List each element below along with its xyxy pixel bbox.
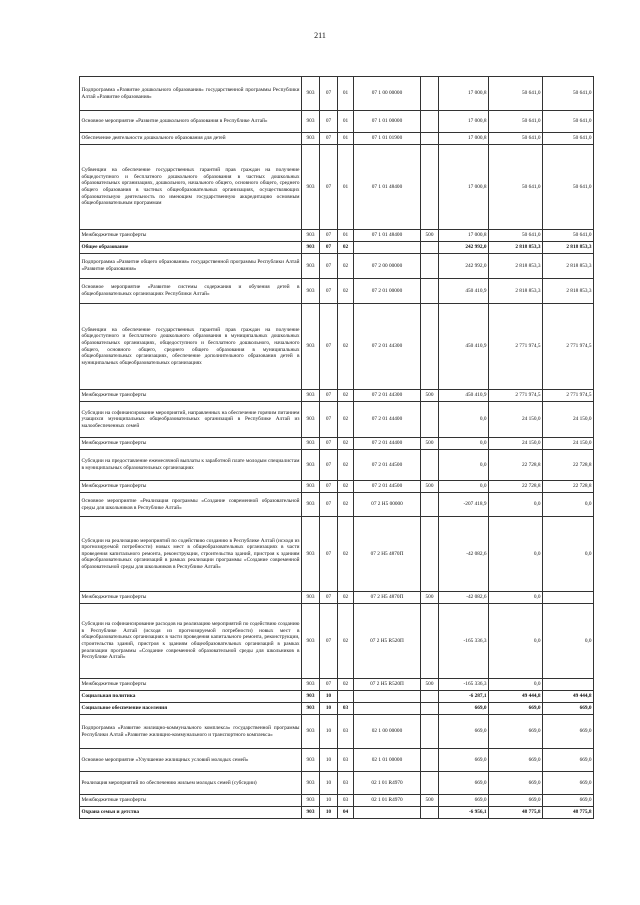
cell-ved: 903 xyxy=(302,715,320,749)
cell-amount-1: 17 000,8 xyxy=(439,133,489,145)
cell-subsection: 03 xyxy=(338,749,354,772)
cell-amount-1: -207 418,9 xyxy=(439,493,489,517)
cell-expense-type xyxy=(421,242,439,254)
cell-ved: 903 xyxy=(302,604,320,679)
table-row xyxy=(80,279,594,304)
table-row xyxy=(80,304,594,390)
cell-target-article: 07 2 01 44300 xyxy=(354,390,421,402)
cell-ved: 903 xyxy=(302,795,320,807)
cell-section: 07 xyxy=(320,517,338,592)
cell-amount-2: 2 818 853,3 xyxy=(489,279,543,304)
table-row xyxy=(80,145,594,230)
row-name: Межбюджетные трансферты xyxy=(80,592,302,604)
table-row xyxy=(80,390,594,402)
cell-target-article: 07 1 01 48400 xyxy=(354,145,421,230)
cell-target-article: 07 2 01 44400 xyxy=(354,402,421,438)
cell-subsection: 02 xyxy=(338,242,354,254)
row-name: Основное мероприятие «Реализация программы «Создание современной образовательной среды для школьников в Республике Алтай» xyxy=(80,493,302,517)
cell-amount-1: 669,0 xyxy=(439,715,489,749)
cell-ved: 903 xyxy=(302,481,320,493)
cell-amount-1: -6 956,1 xyxy=(439,807,489,819)
cell-amount-1: 450 410,9 xyxy=(439,390,489,402)
cell-amount-1: 669,0 xyxy=(439,795,489,807)
cell-ved: 903 xyxy=(302,254,320,279)
cell-expense-type xyxy=(421,133,439,145)
cell-target-article: 07 1 01 00000 xyxy=(354,111,421,133)
row-name: Субсидии на реализацию мероприятий по содействию созданию в Республике Алтай (исходя из прогнозируемой потребности) новых мест в общеобразовательных организациях в части проведения капитального ремонта, реконструкции, строительства зданий, пристроя к зданиям общеобразовательных организаций в рамках реализации программы «Создание современной образовательной среды для школьников в Республике Алтай» xyxy=(80,517,302,592)
cell-amount-1: 669,0 xyxy=(439,703,489,715)
row-name: Межбюджетные трансферты xyxy=(80,795,302,807)
cell-section: 10 xyxy=(320,807,338,819)
cell-amount-2: 50 641,0 xyxy=(489,230,543,242)
cell-amount-1: 17 000,8 xyxy=(439,77,489,111)
cell-subsection: 03 xyxy=(338,703,354,715)
table-row xyxy=(80,807,594,819)
cell-amount-2: 669,0 xyxy=(489,749,543,772)
cell-amount-1: 17 000,8 xyxy=(439,230,489,242)
cell-expense-type: 500 xyxy=(421,230,439,242)
cell-subsection: 01 xyxy=(338,77,354,111)
cell-amount-3: 2 818 853,3 xyxy=(543,254,594,279)
cell-expense-type xyxy=(421,145,439,230)
cell-amount-1: -165 336,3 xyxy=(439,604,489,679)
cell-amount-2: 669,0 xyxy=(489,715,543,749)
cell-ved: 903 xyxy=(302,402,320,438)
cell-amount-2: 669,0 xyxy=(489,772,543,795)
cell-expense-type: 500 xyxy=(421,438,439,450)
cell-amount-1: 17 000,8 xyxy=(439,145,489,230)
cell-amount-1: 0,0 xyxy=(439,438,489,450)
cell-amount-3: 22 728,8 xyxy=(543,450,594,481)
cell-amount-1: -165 336,3 xyxy=(439,679,489,691)
cell-target-article: 02 1 00 00000 xyxy=(354,715,421,749)
cell-target-article: 02 1 01 00000 xyxy=(354,749,421,772)
cell-amount-3: 50 641,0 xyxy=(543,77,594,111)
row-name: Основное мероприятие «Улучшение жилищных условий молодых семей» xyxy=(80,749,302,772)
cell-section: 07 xyxy=(320,402,338,438)
cell-amount-2: 0,0 xyxy=(489,592,543,604)
cell-subsection: 02 xyxy=(338,450,354,481)
cell-expense-type xyxy=(421,254,439,279)
cell-ved: 903 xyxy=(302,703,320,715)
cell-expense-type xyxy=(421,703,439,715)
cell-amount-3: 669,0 xyxy=(543,772,594,795)
cell-ved: 903 xyxy=(302,691,320,703)
row-name: Реализация мероприятий по обеспечению жильем молодых семей (субсидии) xyxy=(80,772,302,795)
cell-ved: 903 xyxy=(302,77,320,111)
table-row xyxy=(80,254,594,279)
cell-target-article: 02 1 01 R4970 xyxy=(354,795,421,807)
cell-amount-1: 0,0 xyxy=(439,402,489,438)
cell-amount-2: 2 771 974,5 xyxy=(489,390,543,402)
cell-expense-type xyxy=(421,77,439,111)
cell-section: 07 xyxy=(320,230,338,242)
cell-amount-3 xyxy=(543,592,594,604)
cell-ved: 903 xyxy=(302,679,320,691)
cell-section: 10 xyxy=(320,691,338,703)
cell-amount-3: 50 641,0 xyxy=(543,111,594,133)
page-number: 211 xyxy=(314,31,326,40)
row-name: Межбюджетные трансферты xyxy=(80,390,302,402)
row-name: Субвенции на обеспечение государственных гарантий прав граждан на получение общедоступного и бесплатного дошкольного образования в муниципальных дошкольных образовательных организациях, общедоступного и бесплатного дошкольного, начального общего, основного общего, среднего общего образования в муниципальных общеобразовательных организациях, обеспечение дополнительного образования детей в муниципальных общеобразовательных организациях xyxy=(80,304,302,390)
cell-target-article xyxy=(354,242,421,254)
cell-section: 10 xyxy=(320,715,338,749)
cell-subsection xyxy=(338,691,354,703)
cell-section: 10 xyxy=(320,772,338,795)
cell-amount-2: 50 641,0 xyxy=(489,111,543,133)
cell-subsection: 04 xyxy=(338,807,354,819)
cell-subsection: 02 xyxy=(338,254,354,279)
cell-expense-type xyxy=(421,402,439,438)
cell-ved: 903 xyxy=(302,242,320,254)
cell-target-article xyxy=(354,807,421,819)
cell-expense-type xyxy=(421,304,439,390)
table-row xyxy=(80,438,594,450)
row-name: Подпрограмма «Развитие жилищно-коммунального комплекса» государственной программы Республики Алтай «Развитие жилищно-коммунального и транспортного комплекса» xyxy=(80,715,302,749)
cell-amount-1: 450 410,9 xyxy=(439,304,489,390)
cell-ved: 903 xyxy=(302,133,320,145)
cell-subsection: 01 xyxy=(338,133,354,145)
cell-amount-3: 2 771 974,5 xyxy=(543,390,594,402)
cell-ved: 903 xyxy=(302,493,320,517)
cell-amount-3: 669,0 xyxy=(543,715,594,749)
cell-target-article xyxy=(354,703,421,715)
cell-target-article: 07 1 01 48400 xyxy=(354,230,421,242)
cell-expense-type xyxy=(421,111,439,133)
cell-ved: 903 xyxy=(302,390,320,402)
cell-subsection: 02 xyxy=(338,517,354,592)
row-name: Охрана семьи и детства xyxy=(80,807,302,819)
table-row xyxy=(80,493,594,517)
cell-target-article: 07 2 01 00000 xyxy=(354,279,421,304)
cell-amount-2: 22 728,8 xyxy=(489,450,543,481)
cell-amount-2: 0,0 xyxy=(489,604,543,679)
cell-section: 07 xyxy=(320,450,338,481)
row-name: Межбюджетные трансферты xyxy=(80,679,302,691)
cell-amount-3: 0,0 xyxy=(543,517,594,592)
cell-target-article: 07 2 Н5 R520П xyxy=(354,604,421,679)
cell-section: 10 xyxy=(320,703,338,715)
cell-amount-3: 2 818 853,3 xyxy=(543,242,594,254)
cell-amount-3: 50 641,0 xyxy=(543,133,594,145)
cell-target-article: 07 1 00 00000 xyxy=(354,77,421,111)
cell-amount-3: 49 444,8 xyxy=(543,691,594,703)
table-row xyxy=(80,450,594,481)
cell-section: 07 xyxy=(320,438,338,450)
row-name: Межбюджетные трансферты xyxy=(80,481,302,493)
cell-target-article: 07 1 01 01900 xyxy=(354,133,421,145)
cell-expense-type xyxy=(421,493,439,517)
cell-amount-3: 50 641,0 xyxy=(543,230,594,242)
cell-amount-2: 24 150,0 xyxy=(489,438,543,450)
cell-expense-type xyxy=(421,517,439,592)
cell-amount-1: -42 082,6 xyxy=(439,592,489,604)
cell-expense-type xyxy=(421,715,439,749)
cell-amount-1: 17 000,8 xyxy=(439,111,489,133)
cell-ved: 903 xyxy=(302,592,320,604)
table-row xyxy=(80,749,594,772)
cell-amount-2: 2 818 853,3 xyxy=(489,254,543,279)
cell-ved: 903 xyxy=(302,517,320,592)
cell-ved: 903 xyxy=(302,438,320,450)
cell-target-article: 07 2 01 44300 xyxy=(354,304,421,390)
cell-target-article: 07 2 01 44500 xyxy=(354,450,421,481)
cell-subsection: 01 xyxy=(338,145,354,230)
table-body xyxy=(80,77,594,819)
cell-amount-3: 0,0 xyxy=(543,493,594,517)
cell-subsection: 02 xyxy=(338,493,354,517)
table-row xyxy=(80,481,594,493)
cell-subsection: 03 xyxy=(338,772,354,795)
cell-section: 07 xyxy=(320,111,338,133)
cell-expense-type xyxy=(421,604,439,679)
cell-expense-type: 500 xyxy=(421,679,439,691)
cell-amount-3: 2 818 853,3 xyxy=(543,279,594,304)
cell-subsection: 02 xyxy=(338,390,354,402)
cell-ved: 903 xyxy=(302,749,320,772)
cell-amount-3: 48 775,8 xyxy=(543,807,594,819)
cell-amount-3: 24 150,0 xyxy=(543,438,594,450)
cell-expense-type: 500 xyxy=(421,481,439,493)
row-name: Субсидии на предоставление ежемесячной выплаты к заработной плате молодым специалистам в муниципальных образовательных организациях xyxy=(80,450,302,481)
table-row xyxy=(80,703,594,715)
cell-amount-2: 48 775,8 xyxy=(489,807,543,819)
row-name: Общее образование xyxy=(80,242,302,254)
cell-amount-3: 50 641,0 xyxy=(543,145,594,230)
cell-ved: 903 xyxy=(302,145,320,230)
cell-amount-1: 450 410,9 xyxy=(439,279,489,304)
cell-target-article: 02 1 01 R4970 xyxy=(354,772,421,795)
cell-amount-1: 242 992,0 xyxy=(439,254,489,279)
cell-section: 07 xyxy=(320,133,338,145)
table-row xyxy=(80,604,594,679)
cell-subsection: 03 xyxy=(338,715,354,749)
table-row xyxy=(80,111,594,133)
cell-amount-1: -42 082,6 xyxy=(439,517,489,592)
row-name: Основное мероприятие «Развитие системы содержания и обучения детей в общеобразовательных организациях Республики Алтай» xyxy=(80,279,302,304)
cell-amount-3: 24 150,0 xyxy=(543,402,594,438)
cell-ved: 903 xyxy=(302,450,320,481)
cell-amount-1: 0,0 xyxy=(439,450,489,481)
cell-amount-2: 49 444,8 xyxy=(489,691,543,703)
cell-expense-type xyxy=(421,807,439,819)
row-name: Обеспечение деятельности дошкольного образования для детей xyxy=(80,133,302,145)
table-row xyxy=(80,795,594,807)
table-row xyxy=(80,691,594,703)
cell-subsection: 01 xyxy=(338,230,354,242)
cell-expense-type: 500 xyxy=(421,592,439,604)
cell-section: 07 xyxy=(320,145,338,230)
row-name: Подпрограмма «Развитие общего образования» государственной программы Республики Алтай «Развитие образования» xyxy=(80,254,302,279)
cell-amount-2: 0,0 xyxy=(489,493,543,517)
cell-amount-2: 50 641,0 xyxy=(489,77,543,111)
table-row xyxy=(80,230,594,242)
cell-ved: 903 xyxy=(302,807,320,819)
cell-subsection: 02 xyxy=(338,402,354,438)
cell-target-article: 07 2 Н5 4870П xyxy=(354,517,421,592)
cell-target-article: 07 2 Н5 00000 xyxy=(354,493,421,517)
cell-ved: 903 xyxy=(302,111,320,133)
cell-amount-3: 0,0 xyxy=(543,604,594,679)
cell-amount-1: 669,0 xyxy=(439,749,489,772)
cell-subsection: 02 xyxy=(338,679,354,691)
cell-amount-2: 50 641,0 xyxy=(489,145,543,230)
cell-ved: 903 xyxy=(302,279,320,304)
cell-expense-type xyxy=(421,691,439,703)
cell-amount-3: 669,0 xyxy=(543,749,594,772)
cell-amount-3: 2 771 974,5 xyxy=(543,304,594,390)
table-row xyxy=(80,133,594,145)
cell-subsection: 01 xyxy=(338,111,354,133)
cell-target-article: 07 2 Н5 4870П xyxy=(354,592,421,604)
cell-amount-2: 22 728,8 xyxy=(489,481,543,493)
cell-amount-3: 669,0 xyxy=(543,795,594,807)
cell-subsection: 02 xyxy=(338,438,354,450)
cell-section: 07 xyxy=(320,279,338,304)
cell-expense-type: 500 xyxy=(421,390,439,402)
row-name: Межбюджетные трансферты xyxy=(80,230,302,242)
cell-subsection: 02 xyxy=(338,592,354,604)
cell-ved: 903 xyxy=(302,230,320,242)
table-row xyxy=(80,772,594,795)
cell-amount-3 xyxy=(543,679,594,691)
cell-amount-1: 0,0 xyxy=(439,481,489,493)
cell-amount-3: 22 728,8 xyxy=(543,481,594,493)
row-name: Субсидии на софинансирование расходов на реализацию мероприятий по содействию созданию в Республике Алтай (исходя из прогнозируемой потребности) новых мест в общеобразовательных организациях в части проведения капитального ремонта, реконструкции, строительства зданий, пристроя к зданиям общеобразовательных организаций в рамках реализации программы «Создание современной образовательной среды для школьников в Республике Алтай» xyxy=(80,604,302,679)
row-name: Подпрограмма «Развитие дошкольного образования» государственной программы Республики Алтай «Развитие образования» xyxy=(80,77,302,111)
cell-expense-type xyxy=(421,772,439,795)
cell-amount-2: 0,0 xyxy=(489,517,543,592)
cell-amount-2: 669,0 xyxy=(489,703,543,715)
cell-section: 07 xyxy=(320,77,338,111)
cell-subsection: 02 xyxy=(338,279,354,304)
cell-section: 07 xyxy=(320,254,338,279)
row-name: Социальная политика xyxy=(80,691,302,703)
row-name: Основное мероприятие «Развитие дошкольного образования в Республике Алтай» xyxy=(80,111,302,133)
cell-section: 10 xyxy=(320,795,338,807)
cell-expense-type xyxy=(421,279,439,304)
cell-section: 07 xyxy=(320,592,338,604)
table-row xyxy=(80,679,594,691)
cell-ved: 903 xyxy=(302,304,320,390)
cell-section: 07 xyxy=(320,390,338,402)
cell-subsection: 03 xyxy=(338,795,354,807)
cell-target-article: 07 2 Н5 R520П xyxy=(354,679,421,691)
cell-amount-1: 669,0 xyxy=(439,772,489,795)
cell-target-article xyxy=(354,691,421,703)
cell-section: 07 xyxy=(320,493,338,517)
table-row xyxy=(80,715,594,749)
table-row xyxy=(80,242,594,254)
cell-amount-2: 24 150,0 xyxy=(489,402,543,438)
cell-amount-2: 669,0 xyxy=(489,795,543,807)
cell-expense-type xyxy=(421,450,439,481)
cell-amount-2: 50 641,0 xyxy=(489,133,543,145)
cell-target-article: 07 2 01 44500 xyxy=(354,481,421,493)
cell-subsection: 02 xyxy=(338,481,354,493)
cell-target-article: 07 2 00 00000 xyxy=(354,254,421,279)
cell-target-article: 07 2 01 44400 xyxy=(354,438,421,450)
row-name: Субвенции на обеспечение государственных гарантий прав граждан на получение общедоступного и бесплатного дошкольного образования в частных дошкольных образовательных организациях, дошкольного, начального общего, основного общего, среднего общего образования в частных общеобразовательных организациях, осуществляющих образовательную деятельность по имеющим государственную аккредитацию основным общеобразовательным программам xyxy=(80,145,302,230)
cell-section: 07 xyxy=(320,304,338,390)
table-row xyxy=(80,517,594,592)
row-name: Социальное обеспечение населения xyxy=(80,703,302,715)
cell-subsection: 02 xyxy=(338,304,354,390)
row-name: Субсидии на софинансирование мероприятий, направленных на обеспечение горячим питанием учащихся муниципальных общеобразовательных организаций в Республике Алтай из малообеспеченных семей xyxy=(80,402,302,438)
cell-amount-3: 669,0 xyxy=(543,703,594,715)
cell-section: 10 xyxy=(320,749,338,772)
cell-section: 07 xyxy=(320,481,338,493)
table-row xyxy=(80,402,594,438)
table-row xyxy=(80,77,594,111)
cell-section: 07 xyxy=(320,679,338,691)
cell-amount-1: 242 992,0 xyxy=(439,242,489,254)
cell-expense-type xyxy=(421,749,439,772)
row-name: Межбюджетные трансферты xyxy=(80,438,302,450)
cell-ved: 903 xyxy=(302,772,320,795)
cell-amount-2: 2 818 853,3 xyxy=(489,242,543,254)
cell-section: 07 xyxy=(320,604,338,679)
cell-amount-1: -6 287,1 xyxy=(439,691,489,703)
cell-section: 07 xyxy=(320,242,338,254)
budget-table xyxy=(79,76,594,819)
cell-amount-2: 0,0 xyxy=(489,679,543,691)
table-row xyxy=(80,592,594,604)
cell-subsection: 02 xyxy=(338,604,354,679)
cell-expense-type: 500 xyxy=(421,795,439,807)
cell-amount-2: 2 771 974,5 xyxy=(489,304,543,390)
